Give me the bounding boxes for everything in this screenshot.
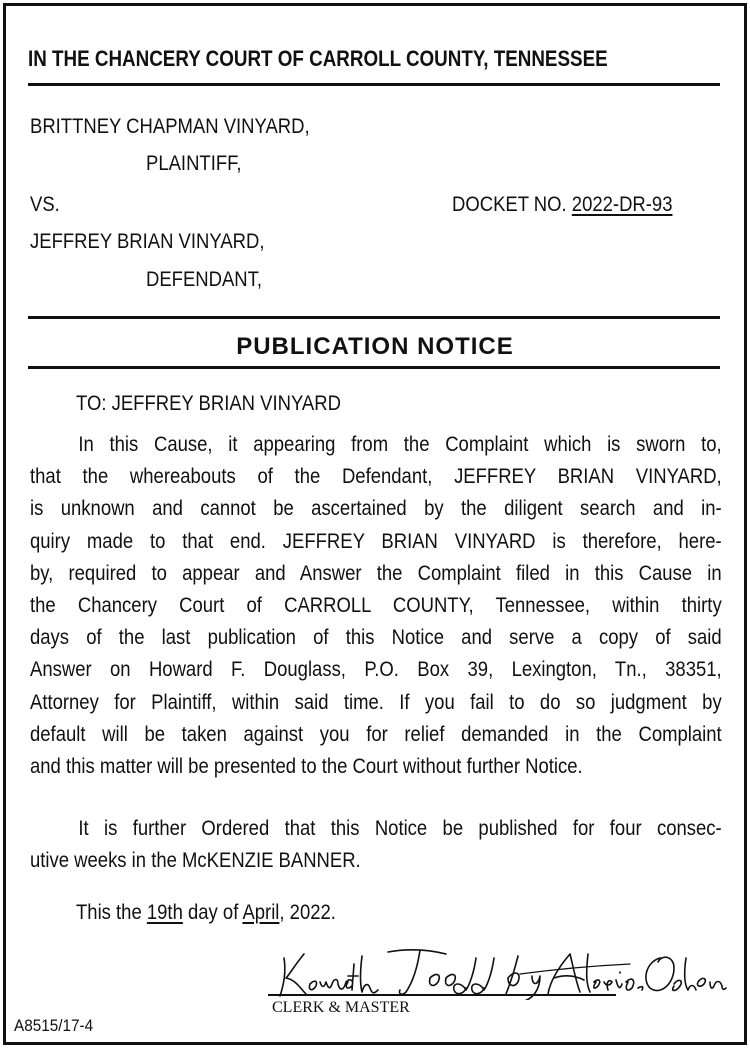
plaintiff-name: BRITTNEY CHAPMAN VINYARD,: [30, 115, 310, 138]
handwritten-signature: [270, 944, 730, 1000]
order-paragraph: [30, 813, 722, 877]
court-title: IN THE CHANCERY COURT OF CARROLL COUNTY, TENNESSEE: [28, 46, 608, 71]
plaintiff-role: PLAINTIFF,: [146, 152, 242, 175]
order-line: utive weeks in the McKENZIE BANNER.: [30, 849, 361, 873]
body-line: that the whereabouts of the Defendant, JEFFREY BRIAN VINYARD,: [30, 465, 722, 489]
date-middle: day of: [182, 901, 243, 924]
defendant-role: DEFENDANT,: [146, 268, 263, 291]
date-line: [76, 902, 336, 923]
body-line: default will be taken against you for relief demanded in the Complaint: [30, 722, 722, 746]
body-line: and this matter will be presented to the Court without further Notice.: [30, 755, 583, 779]
body-line: quiry made to that end. JEFFREY BRIAN VINYARD is therefore, here-: [30, 529, 722, 553]
clerk-title: CLERK & MASTER: [272, 999, 410, 1016]
versus-label: VS.: [30, 193, 60, 216]
title-rule-top: [28, 316, 720, 319]
title-rule-bottom: [28, 366, 720, 369]
body-line: In this Cause, it appearing from the Complaint which is sworn to,: [78, 433, 722, 456]
docket-number: 2022-DR-93: [571, 193, 673, 216]
publication-notice-title: PUBLICATION NOTICE: [236, 333, 514, 360]
body-line: Attorney for Plaintiff, within said time. If you fail to do so judgment by: [30, 690, 722, 714]
defendant-name: JEFFREY BRIAN VINYARD,: [30, 230, 265, 253]
body-line: the Chancery Court of CARROLL COUNTY, Tennessee, within thirty: [30, 594, 722, 618]
body-line: days of the last publication of this Notice and serve a copy of said: [30, 626, 722, 650]
docket-label: DOCKET NO.: [452, 193, 567, 216]
body-line: is unknown and cannot be ascertained by the diligent search and in-: [30, 497, 722, 521]
date-month: April: [242, 901, 280, 924]
docket: [452, 194, 672, 215]
body-line: Answer on Howard F. Douglass, P.O. Box 39, Lexington, Tn., 38351,: [30, 658, 722, 682]
body-line: by, required to appear and Answer the Complaint filed in this Cause in: [30, 561, 722, 585]
header-rule: [28, 83, 720, 86]
date-suffix: , 2022.: [279, 901, 336, 924]
ad-code: A8515/17-4: [14, 1016, 94, 1035]
date-day: 19th: [146, 901, 183, 924]
date-prefix: This the: [76, 901, 147, 924]
order-line: It is further Ordered that this Notice be published for four consec-: [78, 817, 722, 840]
to-line: TO: JEFFREY BRIAN VINYARD: [76, 392, 341, 415]
notice-body: [30, 429, 722, 783]
signature-line: [268, 994, 616, 996]
